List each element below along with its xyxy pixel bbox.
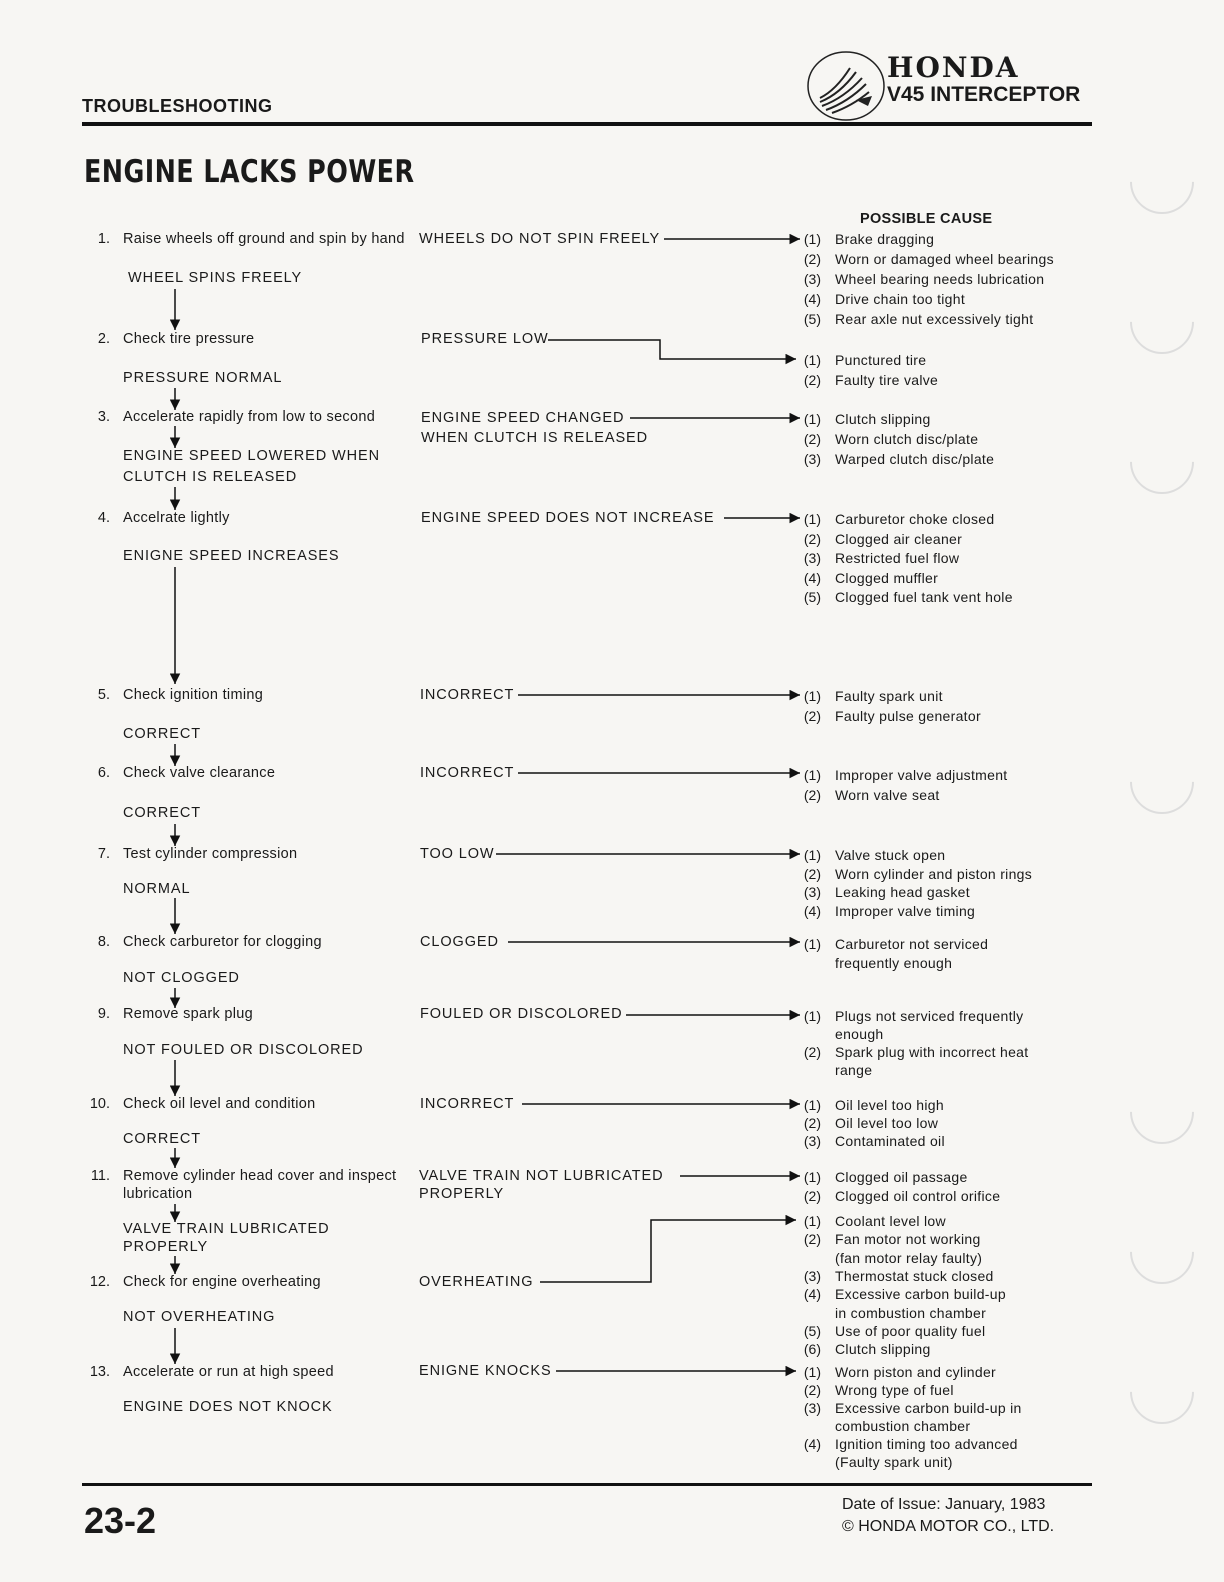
step-result: NOT CLOGGED xyxy=(123,970,240,986)
brand-name: HONDA xyxy=(887,51,1020,84)
cause-text: Punctured tire xyxy=(835,352,927,368)
cause-number: (4) xyxy=(803,569,821,586)
step-text: Remove cylinder head cover and inspect xyxy=(123,1168,397,1184)
cause-text: Leaking head gasket xyxy=(835,884,970,900)
condition-label: WHEELS DO NOT SPIN FREELY xyxy=(419,231,661,247)
cause-number: (4) xyxy=(803,1286,821,1303)
cause-text: Plugs not serviced frequently xyxy=(835,1008,1024,1024)
step-result: CORRECT xyxy=(123,805,201,821)
cause-text: range xyxy=(835,1062,873,1078)
copyright: © HONDA MOTOR CO., LTD. xyxy=(842,1518,1055,1535)
cause-number: (5) xyxy=(803,589,821,605)
cause-number: (2) xyxy=(803,1231,821,1248)
step-number: 8. xyxy=(97,934,110,950)
step-number: 3. xyxy=(97,409,110,425)
cause-text: Wheel bearing needs lubrication xyxy=(835,271,1045,287)
cause-text: Rear axle nut excessively tight xyxy=(835,311,1034,327)
step-result: NORMAL xyxy=(123,881,191,897)
condition-label: INCORRECT xyxy=(420,1096,515,1112)
cause-number: (1) xyxy=(803,1008,821,1024)
step-text: Raise wheels off ground and spin by hand xyxy=(123,231,405,247)
cause-text: Worn clutch disc/plate xyxy=(835,431,979,447)
cause-text: Worn piston and cylinder xyxy=(835,1364,997,1380)
cause-number: (2) xyxy=(803,431,821,447)
step-text: Test cylinder compression xyxy=(123,846,298,862)
cause-number: (2) xyxy=(803,372,821,388)
cause-text: Warped clutch disc/plate xyxy=(835,451,995,467)
step-text: Check ignition timing xyxy=(123,687,264,703)
cause-text: Valve stuck open xyxy=(835,847,946,863)
model-name: V45 INTERCEPTOR xyxy=(887,83,1081,106)
cause-number: (3) xyxy=(803,1400,821,1416)
condition-label: WHEN CLUTCH IS RELEASED xyxy=(421,430,648,446)
section-title: TROUBLESHOOTING xyxy=(82,96,273,116)
step-number: 4. xyxy=(97,510,110,526)
cause-number: (2) xyxy=(803,251,821,267)
cause-number: (3) xyxy=(803,884,821,900)
page-number: 23-2 xyxy=(84,1500,157,1541)
cause-number: (1) xyxy=(803,411,821,427)
cause-text: combustion chamber xyxy=(835,1418,971,1434)
cause-text: Brake dragging xyxy=(835,231,935,247)
step-text: Check carburetor for clogging xyxy=(123,934,322,950)
step-number: 11. xyxy=(90,1168,110,1184)
cause-number: (1) xyxy=(803,1169,821,1185)
cause-text: Contaminated oil xyxy=(835,1133,945,1149)
step-text: Check oil level and condition xyxy=(123,1096,316,1112)
cause-number: (2) xyxy=(803,1044,821,1060)
step-text: Accelerate rapidly from low to second xyxy=(123,409,376,425)
step-result: ENIGNE SPEED INCREASES xyxy=(123,548,340,564)
step-text: Check tire pressure xyxy=(123,331,255,347)
step-text: Accelerate or run at high speed xyxy=(123,1364,334,1380)
condition-label: INCORRECT xyxy=(420,687,515,703)
cause-text: Clogged oil passage xyxy=(835,1169,968,1185)
condition-label: TOO LOW xyxy=(420,846,495,862)
step-number: 5. xyxy=(97,687,110,703)
cause-number: (3) xyxy=(803,1133,821,1149)
cause-text: Spark plug with incorrect heat xyxy=(835,1044,1029,1060)
cause-text: Drive chain too tight xyxy=(835,291,966,307)
cause-number: (1) xyxy=(803,231,821,247)
step-result: CORRECT xyxy=(123,726,201,742)
cause-number: (1) xyxy=(803,1364,821,1380)
condition-label: VALVE TRAIN NOT LUBRICATED xyxy=(419,1168,664,1184)
cause-text: Wrong type of fuel xyxy=(835,1382,954,1398)
cause-number: (5) xyxy=(803,311,821,327)
cause-text: Carburetor choke closed xyxy=(835,511,995,527)
step-result: PRESSURE NORMAL xyxy=(123,370,283,386)
step-result: NOT OVERHEATING xyxy=(123,1309,276,1325)
step-number: 9. xyxy=(97,1006,110,1022)
cause-text: Ignition timing too advanced xyxy=(835,1436,1018,1452)
step-number: 1. xyxy=(97,231,110,247)
cause-text: Oil level too high xyxy=(835,1097,944,1113)
cause-text: Clogged fuel tank vent hole xyxy=(835,589,1013,605)
cause-number: (2) xyxy=(803,708,821,724)
cause-number: (6) xyxy=(803,1341,821,1358)
page-title: ENGINE LACKS POWER xyxy=(84,154,415,190)
cause-number: (2) xyxy=(803,1187,821,1204)
cause-text: Faulty spark unit xyxy=(835,688,943,704)
cause-number: (4) xyxy=(803,291,821,307)
cause-number: (1) xyxy=(803,1213,821,1229)
step-result: ENGINE DOES NOT KNOCK xyxy=(123,1399,333,1415)
condition-label: INCORRECT xyxy=(420,765,515,781)
step-result: VALVE TRAIN LUBRICATED xyxy=(123,1221,330,1237)
condition-label: PRESSURE LOW xyxy=(421,331,549,347)
cause-number: (4) xyxy=(803,902,821,919)
condition-label: PROPERLY xyxy=(419,1186,505,1202)
cause-arrow xyxy=(540,1220,796,1282)
cause-number: (2) xyxy=(803,1115,821,1131)
condition-label: ENGINE SPEED DOES NOT INCREASE xyxy=(421,510,715,526)
cause-number: (2) xyxy=(803,787,821,803)
possible-cause-heading: POSSIBLE CAUSE xyxy=(860,211,993,227)
cause-number: (4) xyxy=(803,1436,821,1452)
step-number: 10. xyxy=(89,1096,110,1112)
step-result: CLUTCH IS RELEASED xyxy=(123,469,298,485)
cause-text: Clogged air cleaner xyxy=(835,530,963,547)
cause-number: (1) xyxy=(803,1097,821,1113)
cause-number: (1) xyxy=(803,352,821,368)
cause-number: (1) xyxy=(803,936,821,952)
cause-text: (Faulty spark unit) xyxy=(835,1454,953,1470)
step-text: Check for engine overheating xyxy=(123,1274,321,1290)
step-result: PROPERLY xyxy=(123,1239,209,1255)
cause-text: (fan motor relay faulty) xyxy=(835,1249,983,1266)
step-result: ENGINE SPEED LOWERED WHEN xyxy=(123,448,380,464)
cause-text: enough xyxy=(835,1026,884,1042)
cause-number: (2) xyxy=(803,530,821,547)
condition-label: CLOGGED xyxy=(420,934,499,950)
cause-text: Worn or damaged wheel bearings xyxy=(835,251,1054,267)
step-text: Check valve clearance xyxy=(123,765,276,781)
footer-rule xyxy=(82,1483,1092,1486)
cause-text: Thermostat stuck closed xyxy=(835,1267,994,1284)
condition-label: ENGINE SPEED CHANGED xyxy=(421,410,625,426)
step-result: CORRECT xyxy=(123,1131,201,1147)
cause-number: (1) xyxy=(803,767,821,783)
cause-text: Faulty pulse generator xyxy=(835,708,981,724)
cause-text: Worn cylinder and piston rings xyxy=(835,865,1033,882)
cause-text: Clogged muffler xyxy=(835,569,939,586)
condition-label: FOULED OR DISCOLORED xyxy=(420,1006,623,1022)
cause-number: (2) xyxy=(803,865,821,882)
cause-text: Clutch slipping xyxy=(835,1341,931,1358)
step-number: 13. xyxy=(89,1364,110,1380)
cause-text: Excessive carbon build-up in xyxy=(835,1400,1022,1416)
cause-number: (1) xyxy=(803,847,821,863)
cause-text: Clogged oil control orifice xyxy=(835,1187,1001,1204)
step-result: WHEEL SPINS FREELY xyxy=(128,270,303,286)
cause-number: (2) xyxy=(803,1382,821,1398)
step-number: 6. xyxy=(97,765,110,781)
condition-label: ENIGNE KNOCKS xyxy=(419,1363,552,1379)
cause-text: Clutch slipping xyxy=(835,411,931,427)
cause-text: Oil level too low xyxy=(835,1115,939,1131)
cause-text: Worn valve seat xyxy=(835,787,940,803)
step-number: 12. xyxy=(89,1274,110,1290)
cause-text: Faulty tire valve xyxy=(835,372,939,388)
cause-text: Coolant level low xyxy=(835,1213,946,1229)
cause-arrow xyxy=(548,340,796,359)
cause-number: (5) xyxy=(803,1322,821,1339)
cause-number: (3) xyxy=(803,550,821,566)
step-text: lubrication xyxy=(123,1186,193,1202)
cause-text: Restricted fuel flow xyxy=(835,550,960,566)
issue-date: Date of Issue: January, 1983 xyxy=(842,1496,1046,1513)
condition-label: OVERHEATING xyxy=(419,1274,534,1290)
cause-text: frequently enough xyxy=(835,954,953,971)
cause-number: (1) xyxy=(803,511,821,527)
cause-text: Carburetor not serviced xyxy=(835,936,989,952)
step-text: Accelrate lightly xyxy=(123,510,230,526)
cause-number: (3) xyxy=(803,271,821,287)
cause-text: Improper valve adjustment xyxy=(835,767,1008,783)
cause-number: (1) xyxy=(803,688,821,704)
cause-text: Use of poor quality fuel xyxy=(835,1322,986,1339)
cause-number: (3) xyxy=(803,1267,821,1284)
cause-text: in combustion chamber xyxy=(835,1304,987,1321)
step-result: NOT FOULED OR DISCOLORED xyxy=(123,1042,364,1058)
cause-number: (3) xyxy=(803,451,821,467)
step-number: 7. xyxy=(97,846,110,862)
step-number: 2. xyxy=(97,331,110,347)
cause-text: Improper valve timing xyxy=(835,902,976,919)
step-text: Remove spark plug xyxy=(123,1006,254,1022)
cause-text: Excessive carbon build-up xyxy=(835,1286,1006,1303)
cause-text: Fan motor not working xyxy=(835,1231,981,1248)
